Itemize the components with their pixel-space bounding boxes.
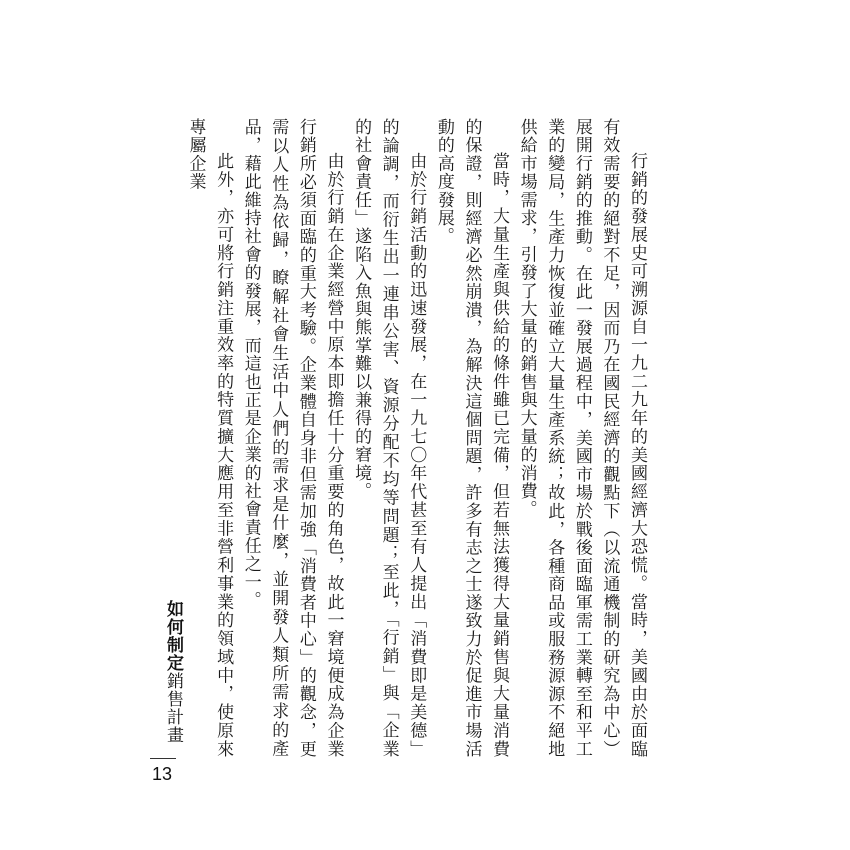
paragraph-1: 行銷的發展史可溯源自一九二九年的美國經濟大恐慌。當時，美國由於面臨有效需要的絕對不足，因而乃在國民經濟的觀點下（以流通機制的研究為中心）展開行銷的推動。在此一發展過程中，美國市場於戰後面臨軍需工業轉至和平工業的變局，生產力恢復並確立大量生產系統；故此，各種商品或服務源源不絕地供給市場需求，引發了大量的銷售與大量的消費。 [516, 118, 647, 758]
paragraph-3: 由於行銷活動的迅速發展，在一九七〇年代甚至有人提出「消費即是美德」的論調，而衍生出一連串公害、資源分配不均等問題；至此，「行銷」與「企業的社會責任」遂陷入魚與熊掌難以兼得的窘境。 [351, 118, 427, 758]
running-header-rest: 銷售計畫 [163, 672, 183, 744]
paragraph-5: 此外，亦可將行銷注重效率的特質擴大應用至非營利事業的領域中，使原來專屬企業 [185, 118, 234, 758]
running-header [158, 600, 186, 744]
folio-rule [150, 758, 176, 759]
paragraph-4: 由於行銷在企業經營中原本即擔任十分重要的角色，故此一窘境便成為企業行銷所必須面臨的重大考驗。企業體自身非但需加強「消費者中心」的觀念，更需以人性為依歸，瞭解社會生活中人們的需求是什麼，並開發人類所需求的產品，藉此維持社會的發展，而這也正是企業的社會責任之一。 [240, 118, 344, 758]
running-header-bold: 如何制定 [163, 600, 183, 672]
body-text [185, 118, 650, 758]
page-number: 13 [152, 764, 173, 784]
paragraph-2: 當時，大量生產與供給的條件雖已完備，但若無法獲得大量銷售與大量消費的保證，則經濟必然崩潰，為解決這個問題，許多有志之士遂致力於促進市場活動的高度發展。 [433, 118, 510, 758]
